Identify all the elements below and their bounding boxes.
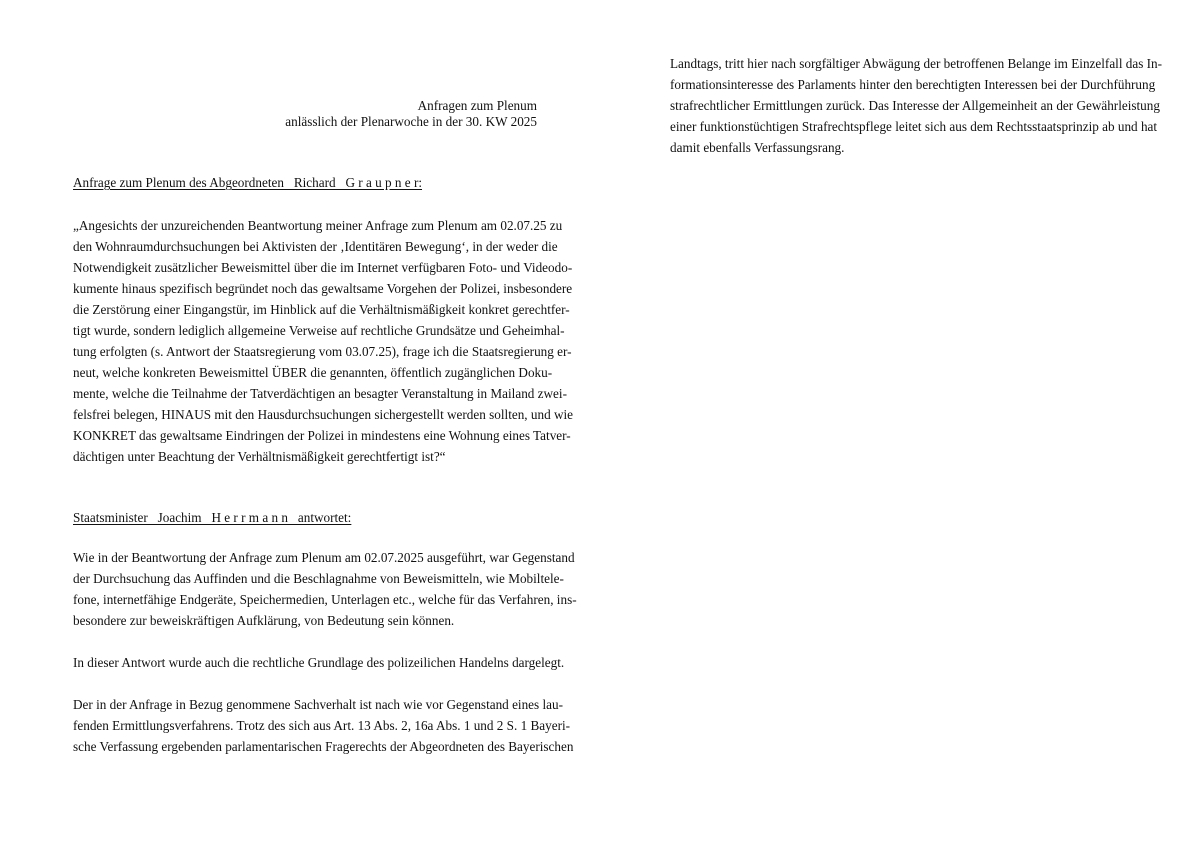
question-line: felsfrei belegen, HINAUS mit den Hausdurchsuchungen sichergestellt werden sollten, und wie [73, 407, 574, 422]
continuation-line: einer funktionstüchtigen Strafrechtspflege leitet sich aus dem Rechtsstaatsprinzip ab und hat [670, 119, 1158, 134]
continuation-line: strafrechtlicher Ermittlungen zurück. Das Interesse der Allgemeinheit an der Gewährleistung [670, 98, 1160, 113]
question-line: tigt wurde, sondern lediglich allgemeine Verweise auf rechtliche Grundsätze und Geheimhal- [73, 323, 565, 338]
question-line: KONKRET das gewaltsame Eindringen der Polizei in mindestens eine Wohnung eines Tatver- [73, 428, 571, 443]
header-title: Anfragen zum Plenum [417, 98, 537, 113]
continuation-line: formationsinteresse des Parlaments hinter den berechtigten Interessen bei der Durchführung [670, 77, 1156, 92]
question-line: Notwendigkeit zusätzlicher Beweismittel über die im Internet verfügbaren Foto- und Videodo- [73, 260, 573, 275]
continuation-line: Landtags, tritt hier nach sorgfältiger Abwägung der betroffenen Belange im Einzelfall das In- [670, 56, 1163, 71]
answer-line: besondere zur beweiskräftigen Aufklärung, von Bedeutung sein können. [73, 613, 455, 628]
answer-line: Der in der Anfrage in Bezug genommene Sachverhalt ist nach wie vor Gegenstand eines lau- [73, 697, 563, 712]
answer-paragraph-1 [73, 547, 577, 631]
answer-line: fone, internetfähige Endgeräte, Speichermedien, Unterlagen etc., welche für das Verfahren, ins- [73, 592, 577, 607]
question-line: tung erfolgten (s. Antwort der Staatsregierung vom 03.07.25), frage ich die Staatsregierung er- [73, 344, 572, 359]
answer-heading: Staatsminister Joachim H e r r m a n n antwortet: [73, 510, 352, 525]
question-line: neut, welche konkreten Beweismittel ÜBER die genannten, öffentlich zugänglichen Doku- [73, 365, 553, 380]
answer-line: fenden Ermittlungsverfahrens. Trotz des sich aus Art. 13 Abs. 2, 16a Abs. 1 und 2 S. 1 Bayeri- [73, 718, 571, 733]
answer-paragraph-2 [73, 652, 565, 673]
question-line: mente, welche die Teilnahme der Tatverdächtigen an besagter Veranstaltung in Mailand zwei- [73, 386, 567, 401]
continuation-line: damit ebenfalls Verfassungsrang. [670, 140, 845, 155]
header-subtitle: anlässlich der Plenarwoche in der 30. KW 2025 [285, 114, 537, 129]
answer-line: Wie in der Beantwortung der Anfrage zum Plenum am 02.07.2025 ausgeführt, war Gegenstand [73, 550, 575, 565]
question-line: den Wohnraumdurchsuchungen bei Aktivisten der ‚Identitären Bewegung‘, in der weder die [73, 239, 558, 254]
answer-line: der Durchsuchung das Auffinden und die Beschlagnahme von Beweismitteln, wie Mobiltele- [73, 571, 564, 586]
question-line: dächtigen unter Beachtung der Verhältnismäßigkeit gerechtfertigt ist?“ [73, 449, 446, 464]
question-line: „Angesichts der unzureichenden Beantwortung meiner Anfrage zum Plenum am 02.07.25 zu [73, 218, 563, 233]
answer-line: In dieser Antwort wurde auch die rechtliche Grundlage des polizeilichen Handelns dargelegt. [73, 655, 565, 670]
answer-paragraph-3 [73, 694, 574, 757]
answer-line: sche Verfassung ergebenden parlamentarischen Fragerechts der Abgeordneten des Bayerischen [73, 739, 574, 754]
question-heading: Anfrage zum Plenum des Abgeordneten Richard G r a u p n e r: [73, 175, 423, 190]
right-page [600, 0, 1199, 848]
document-header [73, 98, 537, 130]
answer-continuation [670, 53, 1163, 158]
question-line: die Zerstörung einer Eingangstür, im Hinblick auf die Verhältnismäßigkeit konkret gerechtfer- [73, 302, 570, 317]
left-page [0, 0, 599, 848]
question-text [73, 215, 574, 467]
question-line: kumente hinaus spezifisch begründet noch das gewaltsame Vorgehen der Polizei, insbesondere [73, 281, 573, 296]
